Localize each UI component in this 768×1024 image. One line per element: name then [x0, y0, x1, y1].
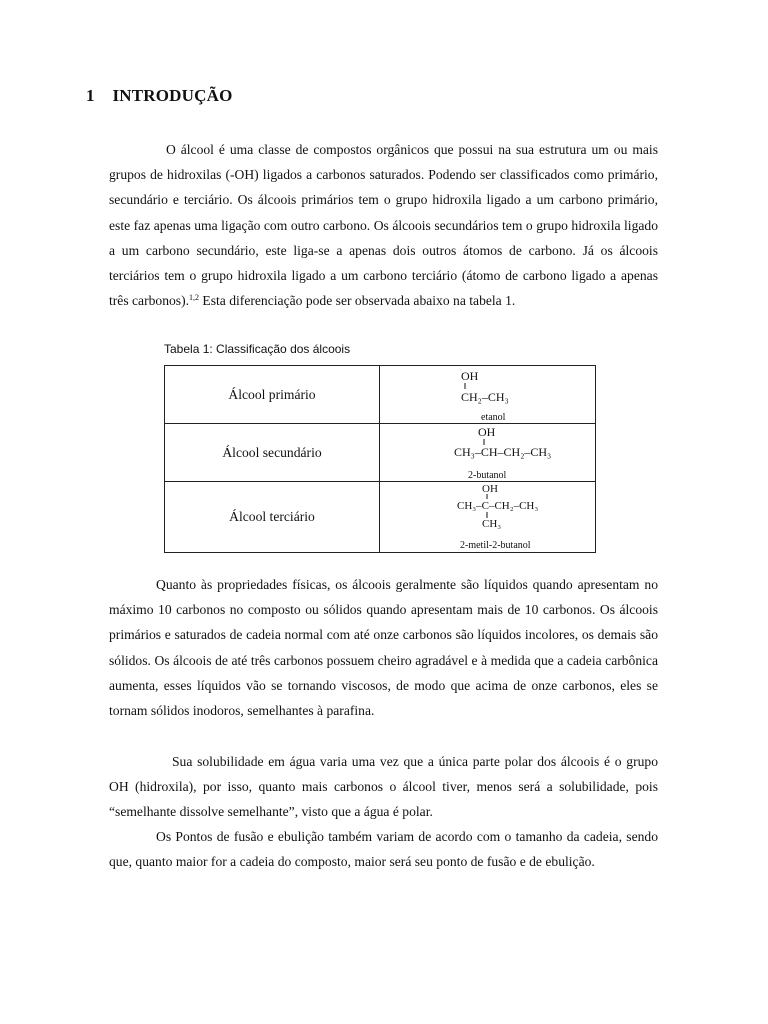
hydroxyl-label: OH — [478, 425, 496, 439]
table-row — [165, 424, 596, 482]
alcohol-classification-table — [164, 365, 596, 553]
butanol-structure — [380, 424, 595, 481]
formula-text: CH₃–C–CH₂–CH₃ — [457, 500, 539, 512]
section-heading — [86, 86, 233, 106]
compound-name: 2-metil-2-butanol — [460, 540, 531, 551]
table-caption: Tabela 1: Classificação dos álcoois — [164, 342, 351, 356]
melting-boiling-paragraph — [109, 824, 658, 874]
methylbutanol-structure — [380, 482, 595, 552]
intro-paragraph — [109, 137, 658, 313]
table-row — [165, 482, 596, 553]
reference-superscript: 1,2 — [189, 293, 200, 303]
table-row — [165, 366, 596, 424]
compound-name: etanol — [481, 412, 506, 423]
table-cell-label: Álcool terciário — [165, 482, 380, 553]
formula-text: CH₃–CH–CH₂–CH₃ — [454, 445, 552, 459]
section-number: 1 — [86, 86, 95, 105]
melting-boiling-text: Os Pontos de fusão e ebulição também variam de acordo com o tamanho da cadeia, sendo que, quanto maior for a cadeia do composto, maior será seu ponto de fusão e de ebulição. — [109, 829, 658, 870]
hydroxyl-label: OH — [461, 369, 479, 383]
table-cell-label: Álcool secundário — [165, 424, 380, 482]
properties-paragraph — [109, 572, 658, 723]
structure-cell — [380, 366, 596, 424]
structure-cell — [380, 424, 596, 482]
intro-text: O álcool é uma classe de compostos orgânicos que possui na sua estrutura um ou mais grupos de hidroxilas (-OH) ligados a carbonos saturados. Podendo ser classificados como primário, secundário e terciário. Os álcoois primários tem o grupo hidroxila ligado a um carbono primário, este faz apenas uma ligação com outro carbono. Os álcoois secundários tem o grupo hidroxila ligado a um carbono secundário, este liga-se a apenas dois outros átomos de carbono. Já os álcoois terciários tem o grupo hidroxila ligado a um carbono terciário (átomo de carbono ligado a apenas três carbonos). — [109, 142, 658, 309]
ethanol-structure — [380, 366, 595, 423]
section-title: INTRODUÇÃO — [112, 86, 233, 105]
compound-name: 2-butanol — [468, 470, 507, 481]
properties-text: Quanto às propriedades físicas, os álcoois geralmente são líquidos quando apresentam no máximo 10 carbonos no composto ou sólidos quando apresentam mais de 10 carbonos. Os álcoois primários e saturados de cadeia normal com até onze carbonos são líquidos incolores, os demais são sólidos. Os álcoois de até três carbonos possuem cheiro agradável e à medida que a cadeia carbônica aumenta, esses líquidos vão se tornando viscosos, de modo que acima de onze carbonos, eles se tornam sólidos inodoros, semelhantes à parafina. — [109, 577, 658, 719]
formula-text: CH₂–CH₃ — [461, 390, 509, 404]
solubility-text: Sua solubilidade em água varia uma vez que a única parte polar dos álcoois é o grupo OH (hidroxila), por isso, quanto mais carbonos o álcool tiver, menos será a solubilidade, pois “semelhante dissolve semelhante”, visto que a água é polar. — [109, 754, 658, 820]
hydroxyl-label: OH — [482, 483, 498, 495]
structure-cell — [380, 482, 596, 553]
branch-methyl: CH₃ — [482, 518, 502, 530]
solubility-paragraph — [109, 749, 658, 825]
intro-text-end: Esta diferenciação pode ser observada abaixo na tabela 1. — [199, 293, 516, 309]
table-cell-label: Álcool primário — [165, 366, 380, 424]
